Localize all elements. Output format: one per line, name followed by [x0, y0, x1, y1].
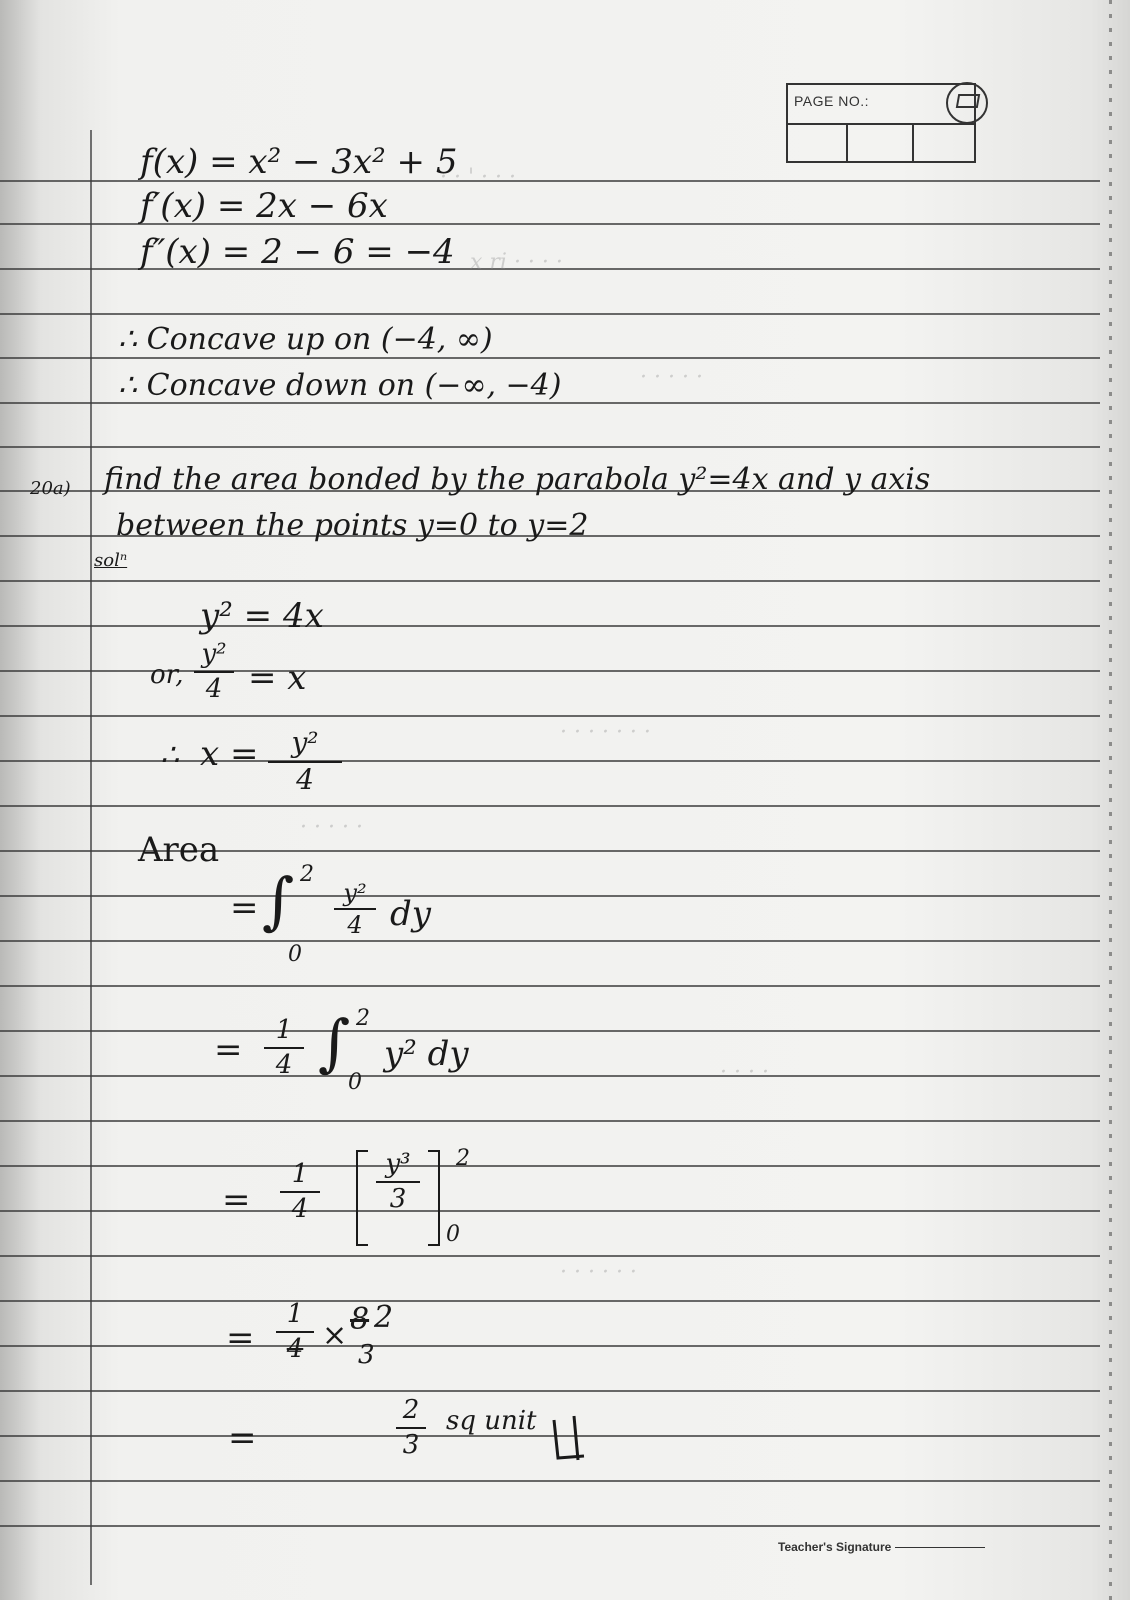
equation-7-fraction: 1 4 [276, 1300, 314, 1363]
left-bracket [356, 1150, 368, 1246]
therefore-symbol: ∴ [160, 738, 180, 773]
equation-5-prefix: = [214, 1030, 243, 1070]
function-line: f(x) = x² − 3x² + 5 [140, 142, 458, 182]
right-bracket [428, 1150, 440, 1246]
equation-4-prefix: = [230, 888, 259, 928]
equation-8-prefix: = [228, 1418, 257, 1458]
equation-2-rhs: = x [248, 658, 307, 698]
area-label: Area [138, 830, 220, 870]
equation-5-fraction: 1 4 [264, 1016, 304, 1079]
page-number-label: PAGE NO.: [794, 93, 870, 109]
equation-8-unit: sq unit [446, 1406, 537, 1436]
equation-1: y² = 4x [200, 596, 324, 636]
integral-icon: ∫ [262, 864, 295, 937]
equation-7-times: × [322, 1318, 348, 1353]
equation-8-fraction: 2 3 [396, 1396, 426, 1459]
notebook-page: · · ' · · · x ri · · · · · · · · · · · · · · · · · · · · · · · · · · · · · · · PAGE NO.: f(x) = x² − 3x² + 5 f′(x) = 2x − 6x f″(x) = 2 − 6 = −4 ∴ Concave up on (−4, ∞) ∴ Concave down on (−∞, −4) 20a) find the area bonded by the parabola y²=4x and y axis between the points y=0 to y=2 solⁿ y² = 4x or, y² 4 = x ∴ x = y² 4 Area = ∫ 2 0 y² 4 dy = 1 4 ∫ 2 0 y² dy = 1 4 y³ 3 2 0 = 1 4 × 8 2 3 = 2 3 sq unit Teacher's Signature [0, 0, 1130, 1600]
underline-scribble-icon [544, 1410, 604, 1470]
equation-7-prefix: = [226, 1318, 255, 1358]
solution-label: solⁿ [94, 550, 128, 571]
question-number: 20a) [30, 478, 71, 499]
equation-4-dy: dy [390, 894, 431, 934]
brand-logo-icon [946, 82, 988, 124]
equation-6-inner-fraction: y³ 3 [376, 1150, 420, 1213]
equation-6-lower-limit: 0 [446, 1222, 460, 1247]
equation-5-body: y² dy [384, 1034, 469, 1074]
equation-7-struck-numerator: 8 [350, 1302, 370, 1337]
equation-5-upper-limit: 2 [356, 1006, 370, 1031]
equation-6-upper-limit: 2 [456, 1146, 470, 1171]
or-label: or, [150, 660, 184, 690]
concave-up-line: ∴ Concave up on (−4, ∞) [118, 322, 493, 357]
integral-icon: ∫ [318, 1006, 351, 1079]
equation-5-lower-limit: 0 [348, 1070, 362, 1095]
second-derivative-line: f″(x) = 2 − 6 = −4 [140, 232, 455, 272]
equation-6-prefix: = [222, 1180, 251, 1220]
equation-7-numerator: 2 [374, 1300, 394, 1335]
equation-4-fraction: y² 4 [334, 880, 376, 939]
equation-3-lhs: x = [200, 734, 259, 774]
equation-4-lower-limit: 0 [288, 942, 302, 967]
equation-2-fraction: y² 4 [194, 640, 234, 703]
equation-4-upper-limit: 2 [300, 862, 314, 887]
teacher-signature-field: Teacher's Signature [778, 1540, 985, 1554]
page-number-cells [788, 123, 974, 163]
page-edge [1109, 0, 1112, 1600]
question-text-line1: find the area bonded by the parabola y²=4x and y axis [104, 462, 931, 497]
first-derivative-line: f′(x) = 2x − 6x [140, 186, 388, 226]
equation-6-fraction: 1 4 [280, 1160, 320, 1223]
equation-7-denominator: 3 [358, 1340, 375, 1370]
question-text-line2: between the points y=0 to y=2 [116, 508, 589, 543]
equation-3-fraction: y² 4 [268, 728, 342, 796]
concave-down-line: ∴ Concave down on (−∞, −4) [118, 368, 562, 403]
margin-line [90, 130, 92, 1585]
